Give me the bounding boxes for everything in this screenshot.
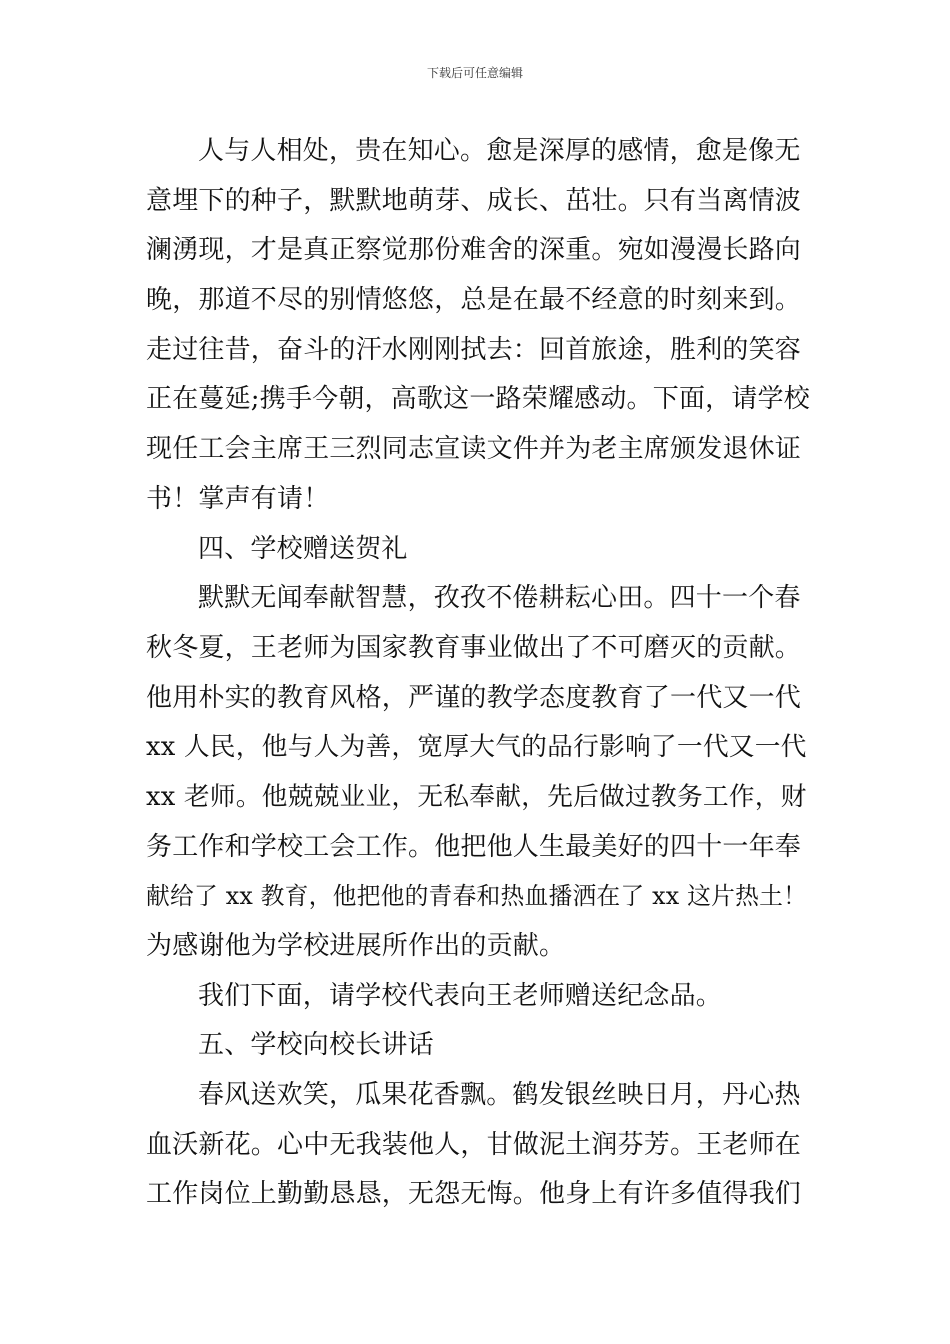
text-line: 他用朴实的教育风格，严谨的教学态度教育了一代又一代 — [146, 682, 802, 713]
text-line: 现任工会主席王三烈同志宣读文件并为老主席颁发退休证 — [146, 434, 802, 465]
text-line: 血沃新花。心中无我装他人，甘做泥土润芬芳。王老师在 — [146, 1129, 802, 1160]
text-line: 工作岗位上勤勤恳恳，无怨无悔。他身上有许多值得我们 — [146, 1179, 802, 1210]
text-line: 五、学校向校长讲话 — [198, 1030, 434, 1061]
text-line: 四、学校赠送贺礼 — [198, 533, 408, 564]
text-line: 澜湧现，才是真正察觉那份难舍的深重。宛如漫漫长路向 — [146, 235, 802, 266]
text-line: 书！掌声有请！ — [146, 483, 330, 514]
text-line: 秋冬夏，王老师为国家教育事业做出了不可磨灭的贡献。 — [146, 632, 802, 663]
text-line: 人与人相处，贵在知心。愈是深厚的感情，愈是像无 — [198, 136, 801, 166]
text-line: 正在蔓延;携手今朝，高歌这一路荣耀感动。下面，请学校 — [146, 384, 810, 415]
text-line: 为感谢他为学校进展所作出的贡献。 — [146, 931, 566, 961]
text-line: 晚，那道不尽的别情悠悠，总是在最不经意的时刻来到。 — [146, 285, 802, 316]
text-line: 务工作和学校工会工作。他把他人生最美好的四十一年奉 — [146, 831, 802, 862]
text-line: 我们下面，请学校代表向王老师赠送纪念品。 — [198, 980, 723, 1011]
text-line: xx 老师。他兢兢业业，无私奉献，先后做过教务工作，财 — [146, 781, 807, 812]
text-line: 献给了 xx 教育，他把他的青春和热血播洒在了 xx 这片热土！ — [146, 882, 808, 911]
text-line: 春风送欢笑，瓜果花香飘。鹤发银丝映日月，丹心热 — [198, 1080, 801, 1111]
text-line: 走过往昔，奋斗的汗水刚刚拭去：回首旅途，胜利的笑容 — [146, 334, 802, 365]
page-header: 下载后可任意编辑 — [426, 66, 523, 80]
text-line: 默默无闻奉献智慧，孜孜不倦耕耘心田。四十一个春 — [198, 583, 801, 614]
text-line: xx 人民，他与人为善，宽厚大气的品行影响了一代又一代 — [146, 732, 807, 763]
text-line: 意埋下的种子，默默地萌芽、成长、茁壮。只有当离情波 — [146, 185, 802, 216]
document-body — [146, 127, 810, 1220]
